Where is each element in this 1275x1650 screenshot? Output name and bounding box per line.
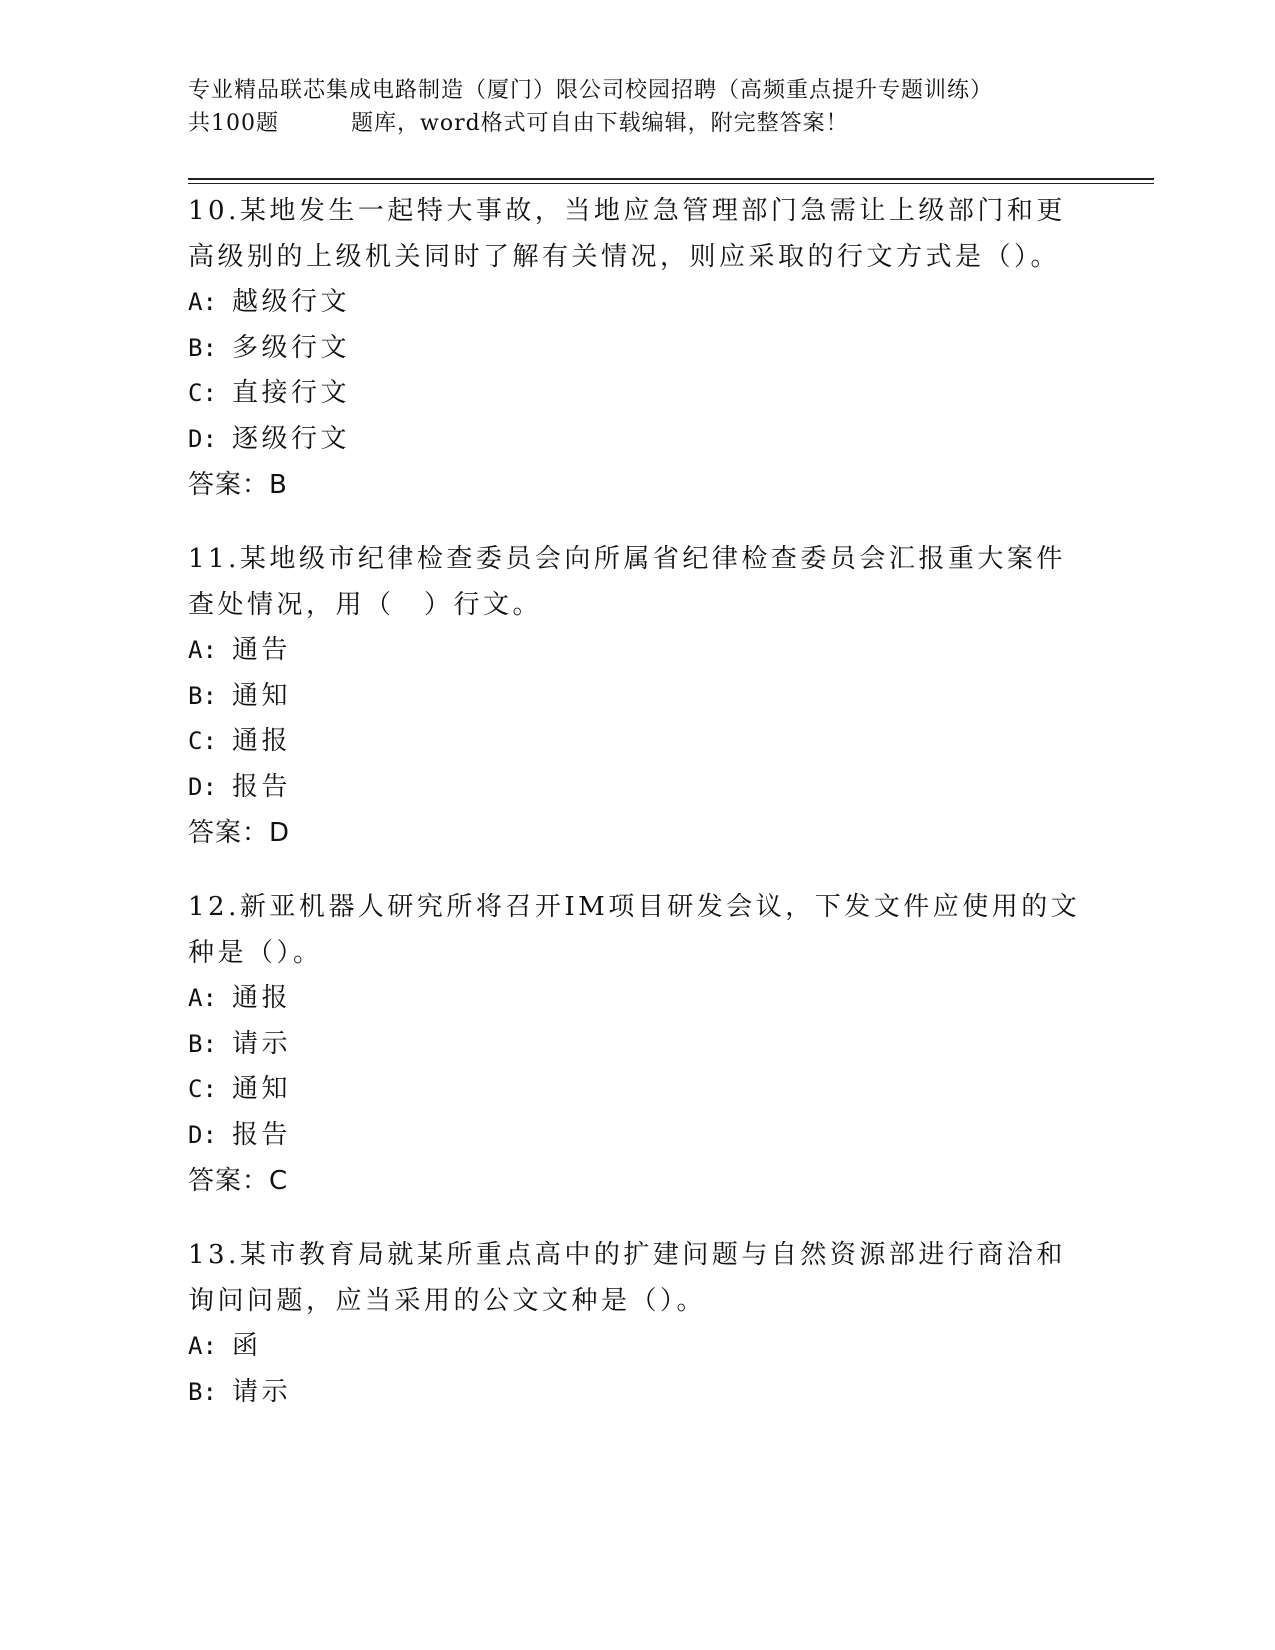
answer-line: 答案：D (188, 818, 291, 848)
question-stem: 11.某地级市纪律检查委员会向所属省纪律检查委员会汇报重大案件查处情况，用（ ）行文。 (188, 544, 1066, 620)
option-a (188, 976, 1088, 1022)
option-b (188, 674, 1088, 720)
header-subtitle (188, 107, 1088, 140)
option-text: 通报 (232, 726, 292, 756)
question-item (188, 188, 1088, 508)
question-list (188, 188, 1088, 1443)
option-key: B: (188, 1377, 217, 1406)
option-text: 直接行文 (232, 378, 351, 408)
header-note: 题库，word格式可自由下载编辑，附完整答案！ (351, 111, 849, 136)
option-key: C: (188, 379, 217, 407)
option-text: 请示 (232, 1028, 292, 1059)
option-text: 逐级行文 (232, 423, 351, 454)
option-d (188, 765, 1088, 811)
question-count: 共100题 (188, 111, 279, 136)
question-stem: 12.新亚机器人研究所将召开IM项目研发会议，下发文件应使用的文种是（）。 (188, 892, 1081, 968)
option-key: D: (188, 424, 217, 453)
option-a (188, 1324, 1088, 1370)
option-key: C: (188, 727, 217, 755)
option-key: A: (188, 1332, 217, 1360)
option-text: 通告 (232, 635, 292, 665)
option-key: A: (188, 984, 217, 1012)
option-text: 越级行文 (232, 287, 351, 317)
option-text: 通知 (232, 1074, 292, 1104)
option-text: 报告 (232, 1119, 292, 1150)
header-title: 专业精品联芯集成电路制造（厦门）限公司校园招聘（高频重点提升专题训练） (188, 78, 994, 103)
option-key: B: (188, 333, 217, 362)
answer-line: 答案：C (188, 1166, 289, 1196)
question-stem: 13.某市教育局就某所重点高中的扩建问题与自然资源部进行商洽和询问问题，应当采用的公文文种是（）。 (188, 1240, 1066, 1316)
option-c (188, 371, 1088, 417)
option-text: 函 (232, 1331, 262, 1361)
option-c (188, 719, 1088, 765)
option-b (188, 326, 1088, 372)
question-stem: 10.某地发生一起特大事故，当地应急管理部门急需让上级部门和更高级别的上级机关同时了解有关情况，则应采取的行文方式是（）。 (188, 196, 1066, 272)
option-text: 请示 (232, 1376, 292, 1407)
option-a (188, 628, 1088, 674)
option-a (188, 280, 1088, 326)
option-text: 多级行文 (232, 332, 351, 363)
option-b (188, 1022, 1088, 1068)
answer-line: 答案：B (188, 470, 288, 500)
question-item (188, 884, 1088, 1204)
option-key: D: (188, 1120, 217, 1149)
option-key: B: (188, 1029, 217, 1058)
header-divider-thin (188, 183, 1154, 184)
question-item (188, 1232, 1088, 1415)
header-divider-thick (188, 178, 1154, 180)
option-text: 报告 (232, 771, 292, 802)
option-c (188, 1067, 1088, 1113)
option-text: 通知 (232, 680, 292, 711)
option-d (188, 1113, 1088, 1159)
option-key: A: (188, 636, 217, 664)
option-b (188, 1370, 1088, 1416)
option-key: B: (188, 681, 217, 710)
document-header (188, 74, 1088, 140)
option-key: A: (188, 288, 217, 316)
option-d (188, 417, 1088, 463)
option-key: D: (188, 772, 217, 801)
question-item (188, 536, 1088, 856)
option-text: 通报 (232, 983, 292, 1013)
option-key: C: (188, 1075, 217, 1103)
